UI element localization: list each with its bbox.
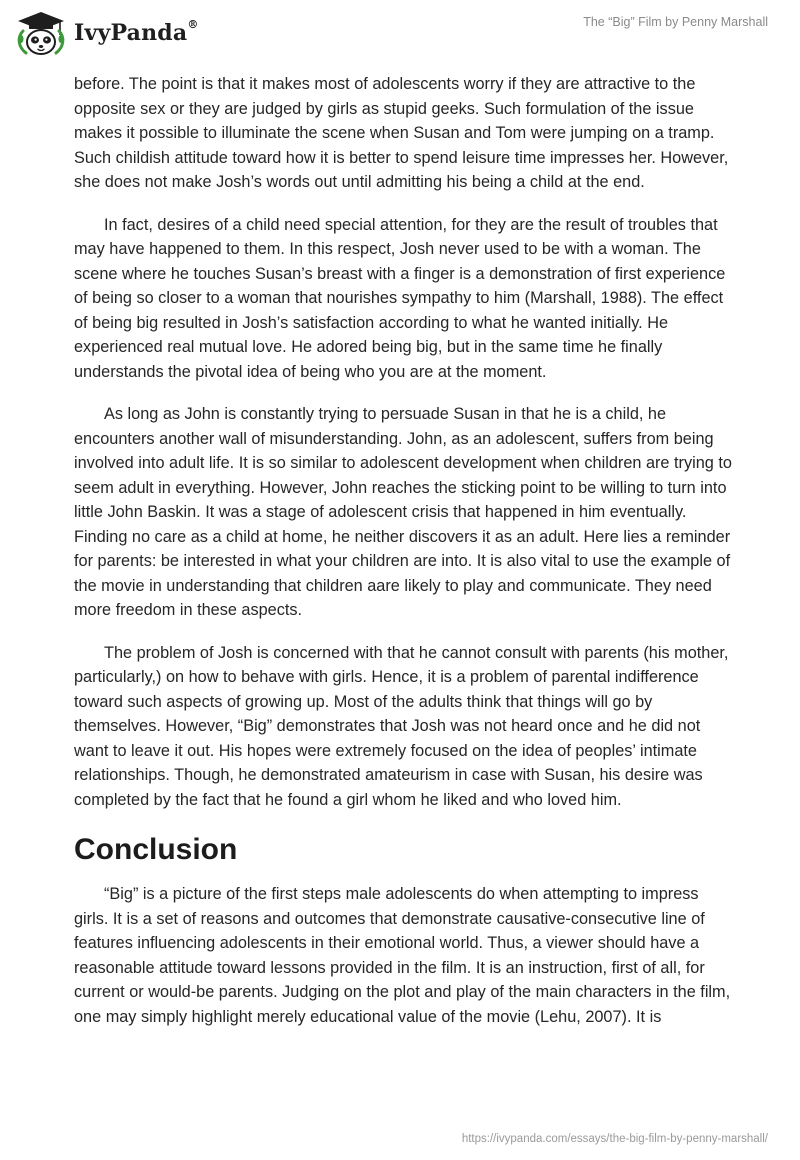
page-header [0, 0, 800, 70]
body-paragraph: before. The point is that it makes most of adolescents worry if they are attractive to the opposite sex or they are judged by girls as stupid geeks. Such formulation of the issue makes it possible to illuminate the scene when Susan and Tom were jumping on a tramp. Such childish attitude toward how it is better to spend leisure time impresses her. However, she does not make Josh’s words out until admitting his being a child at the end. [74, 75, 729, 191]
source-url[interactable]: https://ivypanda.com/essays/the-big-film-by-penny-marshall/ [461, 1133, 768, 1145]
essay-body [74, 72, 734, 1047]
ivypanda-logo[interactable] [14, 7, 199, 59]
document-title: The “Big” Film by Penny Marshall [583, 15, 768, 29]
body-paragraph: In fact, desires of a child need special attention, for they are the result of troubles that may have happened to them. In this respect, Josh never used to be with a woman. The scene where he touches Susan’s breast with a finger is a demonstration of first experience of being so closer to a woman that nourishes sympathy to him (Marshall, 1988). The effect of being big resulted in Josh’s satisfaction according to what he wanted initially. He experienced real mutual love. He adored being big, but in the same time he finally understands the pivotal idea of being who you are at the moment. [74, 215, 726, 381]
body-paragraph: The problem of Josh is concerned with that he cannot consult with parents (his mother, particularly,) on how to behave with girls. Hence, it is a problem of parental indifference toward such aspects of growing up. Most of the adults think that things will go by themselves. However, “Big” demonstrates that Josh was not heard once and he did not want to leave it out. His hopes were extremely focused on the idea of peoples’ intimate relationships. Though, he demonstrated amateurism in case with Susan, his desire was completed by the fact that he found a girl whom he liked and who loved him. [74, 643, 729, 809]
panda-graduation-logo-icon [14, 9, 68, 57]
conclusion-paragraph: “Big” is a picture of the first steps male adolescents do when attempting to impress girls. It is a set of reasons and outcomes that demonstrate causative-consecutive line of features influencing adolescents in their emotional world. Thus, a viewer should have a reasonable attitude toward lessons provided in the film. It is an instruction, first of all, for current or would-be parents. Judging on the plot and play of the main characters in the film, one may simply highlight merely educational value of the movie (Lehu, 2007). It is [74, 885, 731, 1026]
body-paragraph: As long as John is constantly trying to persuade Susan in that he is a child, he encounters another wall of misunderstanding. John, as an adolescent, suffers from being involved into adult life. It is so similar to adolescent development when children are trying to seem adult in everything. However, John reaches the sticking point to be willing to turn into little John Baskin. It was a stage of adolescent crisis that happened in him eventually. Finding no care as a child at home, he neither discovers it as an adult. Here lies a reminder for parents: be interested in what your children are into. It is also vital to use the example of the movie in understanding that children aare likely to play and communicate. They need more freedom in these aspects. [74, 405, 732, 619]
brand-name: IvyPanda® [74, 17, 199, 46]
conclusion-heading: Conclusion [74, 833, 238, 866]
